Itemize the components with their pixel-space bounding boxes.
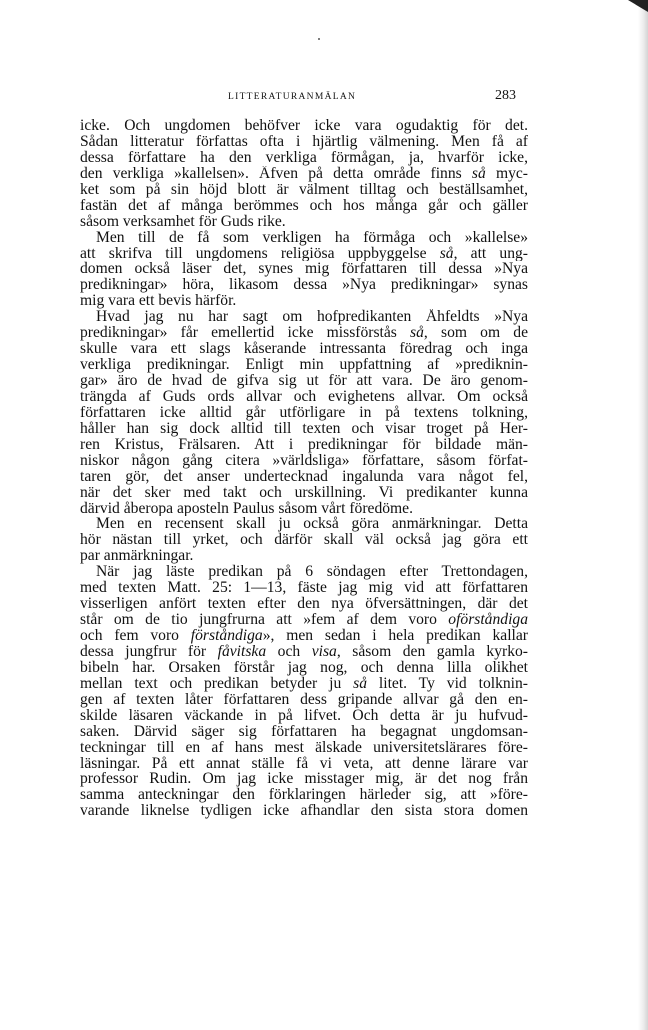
text-line: När jag läste predikan på 6 söndagen efter Trettondagen, (96, 564, 528, 581)
running-title: LITTERATURANMÄLAN (228, 92, 357, 102)
text-line: gar» äro de hvad de gifva sig ut för att vara. De äro genom- (80, 373, 528, 389)
text-line: trängda af Guds ords allvar och evighetens allvar. Om också (80, 388, 528, 405)
text-line: Sådan litteratur författas ofta i hjärtlig välmening. Men få af (80, 133, 528, 150)
text-line: par anmärkningar. (80, 548, 194, 565)
text-line: gen af texten låter författaren dess gripande allvar gå den en- (80, 691, 528, 708)
text-line: varande liknelse tydligen icke afhandlar den sista stora domen (80, 803, 528, 820)
text-line: ket som på sin höjd blott är välment tilltag och beställsamhet, (80, 181, 528, 198)
text-line: därvid åberopa aposteln Paulus såsom vårt föredöme. (80, 500, 414, 517)
text-line: saken. Därvid säger sig författaren ha begagnat ungdomsan- (80, 723, 528, 740)
text-line: bibeln har. Orsaken förstår jag nog, och denna lilla olikhet (80, 659, 528, 676)
page-number: 283 (495, 88, 516, 103)
text-line: skulle vara ett slags kåserande intressanta föredrag och inga (80, 341, 528, 358)
text-line: icke. Och ungdomen behöfver icke vara ogudaktig för det. (80, 118, 528, 134)
text-line: samma anteckningar den förklaringen härleder sig, att »före- (80, 787, 528, 804)
text-line: predikningar» höra, likasom dessa »Nya predikningar» synas (80, 277, 528, 294)
text-line: skilde läsaren väckande in på lifvet. Och detta är ju hufvud- (80, 707, 528, 724)
text-line: hör nästan till yrket, och därför skall väl också jag göra ett (80, 532, 528, 549)
text-line: står om de tio jungfrurna att »fem af dem voro oförståndiga (80, 612, 528, 628)
page-edge-shadow (638, 0, 648, 1030)
text-line: visserligen anfört texten efter den nya öfversättningen, där det (80, 596, 528, 613)
text-line: domen också läser det, synes mig författaren till dessa »Nya (80, 261, 528, 278)
text-line: fastän det af många berömmes och hos många går och gäller (80, 197, 528, 214)
text-line: när det sker med takt och urskillning. Vi predikanter kunna (80, 484, 528, 501)
text-line: och fem voro förståndiga», men sedan i hela predikan kallar (80, 628, 528, 644)
text-line: dessa jungfrur för fåvitska och visa, såsom den gamla kyrko- (80, 643, 528, 660)
text-line: med texten Matt. 25: 1—13, fäste jag mig vid att författaren (80, 580, 528, 597)
scan-corner-mark (628, 0, 648, 12)
text-line: taren gör, det anser undertecknad ingalunda vara något fel, (80, 468, 528, 485)
text-line: teckningar till en af hans mest älskade universitetslärares före- (80, 739, 528, 756)
text-line: såsom verksamhet för Guds rike. (80, 213, 286, 230)
text-line: den verkliga »kallelsen». Äfven på detta område finns så myc- (80, 165, 528, 182)
text-line: ren Kristus, Frälsaren. Att i predikningar för bildade män- (80, 436, 528, 453)
text-line: Hvad jag nu har sagt om hofpredikanten Åhfeldts »Nya (96, 309, 528, 326)
text-line: författaren icke alltid går utförligare in på textens tolkning, (80, 404, 528, 421)
text-line: mellan text och predikan betyder ju så litet. Ty vid tolknin- (80, 675, 528, 692)
text-line: att skrifva till ungdomens religiösa uppbyggelse så, att ung- (80, 245, 528, 262)
body-text (80, 118, 528, 819)
page-header (80, 88, 516, 108)
text-line: Men till de få som verkligen ha förmåga och »kallelse» (96, 229, 528, 246)
text-line: mig vara ett bevis härför. (80, 293, 237, 310)
text-line: verkliga predikningar. Enligt min uppfattning af »prediknin- (80, 357, 528, 373)
text-line: professor Rudin. Om jag icke misstager mig, är det nog från (80, 771, 528, 788)
text-line: niskor någon gång citera »världsliga» författare, såsom förfat- (80, 452, 528, 469)
text-line: predikningar» får emellertid icke missförstås så, som om de (80, 325, 528, 342)
text-line: dessa författare ha den verkliga förmågan, ja, hvarför icke, (80, 149, 528, 166)
text-line: håller han sig dock alltid till texten och visar troget på Her- (80, 420, 528, 437)
text-line: läsningar. På ett annat ställe få vi veta, att denne lärare var (80, 755, 528, 772)
text-line: Men en recensent skall ju också göra anmärkningar. Detta (96, 516, 528, 533)
scan-speck (318, 38, 320, 40)
